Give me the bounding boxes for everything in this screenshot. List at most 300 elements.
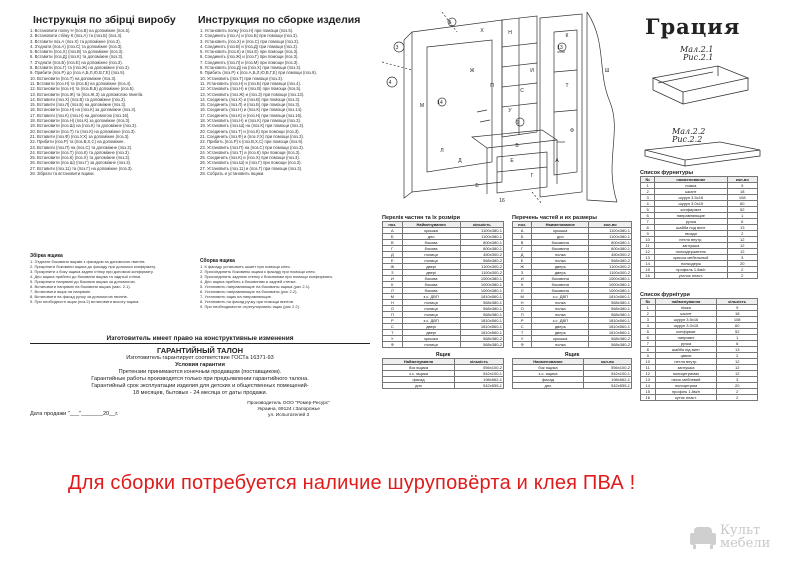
parts-list-ua [382,215,504,389]
table-cell: гачок меблевий [655,377,717,383]
step-item-ua: 19. Встановити (поз.Ш) на (поз.К) та допоміжне (поз.3). [30,123,138,129]
table-cell: полка [532,258,589,264]
sale-date-label: Дата продажи "___"_______20__г. [30,411,119,417]
table-cell: 1100х300-2 [460,264,503,270]
diagram-label: 9 [516,120,520,126]
step-item-ua: 13. Встановити (поз.Ж) та (поз.Ж,З) за допомогою гвинтів. [30,91,144,97]
parts-title-ua: Перелік частин та їх розміри [382,215,460,221]
table-cell: боковина [532,288,589,294]
step-item-ua: 9. Прибити (поз.Р) до (поз.А,Б,Л,Ю,В,Г,Е) (поз.9). [30,70,126,76]
table-cell: з.с. ДВП [532,318,589,324]
table-cell: 4 [641,323,656,329]
table-cell: 10 [641,359,656,365]
table-cell: 1810х560-1 [460,330,503,336]
table-cell: направляющие [655,213,727,219]
table-cell: дно [513,383,584,389]
table-cell: Г [383,246,403,252]
table-cell: шайба під винт [655,347,717,353]
table-cell: Ж [513,264,532,270]
diagram-label: П [490,83,494,89]
table-cell: Ф [383,342,403,348]
table-cell: 1810х560-1 [589,318,632,324]
table-cell: 1 [727,213,757,219]
step-item-ru: 4. Соединить (поз.В) и (поз.Д) при помощи (поз.3). [200,43,299,49]
table-cell: В [383,240,403,246]
table-cell: 18 [727,189,757,195]
step-item-ua: 3. Вставити поз.А (поз.Х) та допоміжне (поз.3). [30,38,121,44]
table-cell: 11 [641,365,656,371]
table-cell: 6 [641,335,656,341]
table-cell: 12 [727,249,757,255]
step-item-ua: 23. Вставити (поз.П) на (поз.С) та допоміжне (поз.3). [30,144,133,150]
fig1-caption-ua: Мал.2.1 [680,45,714,54]
table-cell: 14 [641,261,655,267]
header-ru: Инструкция по сборке изделия [198,14,361,26]
brand-title: Грация [645,14,741,39]
table-cell: полкодержатель [655,249,727,255]
assembly-diagram [382,12,634,207]
table-cell: 198х562-1 [455,377,504,383]
table-cell: боковина [532,240,589,246]
table-cell: 9 [717,305,758,311]
table-cell: 12 [727,237,757,243]
table-cell: профиль 1.8м/п [655,267,727,273]
step-item-ua: 27. Вставити (поз.11) та (поз.Г) на допоміжне (поз.3). [30,165,133,171]
table-header-cell: кол-во [727,177,757,183]
table-cell: полицетрим [655,383,717,389]
table-cell: 60 [717,323,758,329]
table-cell: напрямні [655,335,717,341]
table-cell: 3 [717,377,758,383]
table-cell: полкодерж [655,261,727,267]
table-header-cell: поз. [383,222,403,228]
diagram-label: 13 [557,45,563,51]
step-item-ru: 16. Соединить (поз.Н) и (поз.К) при помощи (поз.14). [200,107,303,113]
table-header-cell: Найменування [402,222,460,228]
table-cell: 7 [641,219,655,225]
table-cell: 800х380-1 [460,246,503,252]
diagram-label: Л [440,148,444,154]
table-cell: 568х380-1 [589,300,632,306]
table-cell: 1100х300-2 [589,264,632,270]
table-cell: дверь [532,330,589,336]
table-cell: 12 [717,365,758,371]
step-item-ru: 19. Установить (поз.Ш) на (поз.К) при помощи (поз.3). [200,123,305,129]
diagram-label: Н [508,30,512,36]
step-item-ru: 12. Установить (поз.Н) и (поз.В) при помощи (поз.5). [200,86,302,92]
diagram-label: С [520,88,524,94]
drawer-assembly-ua [30,253,190,304]
table-cell: М [383,294,403,300]
step-item-ru: 13. Установить (поз.Ж) и (поз.З) при помощи (поз.13). [200,91,305,97]
drawer-lines-ua [30,259,190,304]
table-cell: И [513,276,532,282]
table-cell: петля внутр. [655,237,727,243]
table-cell: 542х555-1 [583,383,631,389]
drawer-step-ua: 2. Прикріпити боковини ящика до фасаду при допомозі конфірмату. [30,264,156,269]
table-cell: двері [402,324,460,330]
table-cell: 1810х560-1 [589,294,632,300]
step-item-ru: 25. Соединить (поз.К) и (поз.Х) при помощи (поз.3). [200,155,300,161]
table-cell: 1810х560-1 [589,324,632,330]
box-title-ua: Ящик [435,352,451,358]
diagram-label: И [530,68,534,74]
table-cell: 1810х560-1 [460,318,503,324]
table-cell: 13 [641,377,656,383]
table-cell: Т [383,330,403,336]
table-cell: Д [513,252,532,258]
table-cell: з.с. ящика [513,371,584,377]
table-cell: 9 [641,353,656,359]
step-item-ru: 21. Соединить (поз.Ф) и (поз.У,Х) при помощи (поз.3). [200,133,304,139]
table-cell: 542х555-1 [455,383,504,389]
table-cell: З [383,270,403,276]
table-cell: 1 [641,305,656,311]
gost-line: Изготовитель гарантирует соответствие ГОСТа 16371-93 [126,355,274,361]
table-header-cell: кол-во [589,222,632,228]
table-cell: 12 [641,249,655,255]
table-cell: Б [513,234,532,240]
drawer-step-ua: 1. З'єднати боковини ящиків з фасадом за допомогою гвинтів. [30,259,146,264]
table-cell: Р [383,318,403,324]
drawer-step-ua: 6. Встановити напрямні на боковини ящика (мал. 2.1). [30,284,131,289]
table-cell: 1100х380-1 [589,234,632,240]
table-cell: 2 [717,353,758,359]
header-ua: Інструкція по збірці виробу [33,14,176,26]
table-cell: 2 [727,273,757,279]
guarantee-line: Гарантийный срок эксплуатации изделия для детских и общественных помещений- [91,383,309,389]
table-cell: 1000х380-1 [460,288,503,294]
table-cell: петля внутр. [655,359,717,365]
table-cell: 12 [717,371,758,377]
parts-table-ru [512,221,632,348]
table-cell: 1000х380-1 [460,282,503,288]
table-cell: 4 [641,201,655,207]
diagram-label: Д [458,158,462,164]
drawer-assembly-ru [200,258,370,309]
diagram-label: 5 [448,20,452,26]
table-cell: профіль 1.8м/п [655,389,717,395]
table-cell: 1000х380-1 [589,282,632,288]
table-cell: 1 [717,335,758,341]
table-header-cell: кількість [460,222,503,228]
drawer-step-ru: 1. К фасаду установить шкант при помощи клея. [200,264,291,269]
diagram-label: Ш [604,68,610,74]
diagram-label: Ж [469,68,475,74]
step-item-ru: 17. Соединить (поз.К) и (поз.Н) при помощи (поз.16). [200,112,303,118]
table-cell: дверь [532,324,589,330]
table-cell: заглушка [655,365,717,371]
table-cell: 2 [717,389,758,395]
table-cell: шуруп 3.0х15 [655,323,717,329]
table-cell: з.с. ящика [383,371,455,377]
table-cell: полка [532,342,589,348]
table-cell: К [383,282,403,288]
table-cell: 800х380-1 [460,240,503,246]
table-cell: З [513,270,532,276]
table-cell: ножка [655,183,727,189]
table-cell: 13 [641,255,655,261]
table-cell: 1810х560-1 [460,294,503,300]
drawer-title-ua: Збірка ящика [30,253,63,259]
table-cell: ніжка [655,305,717,311]
parts-title-ru: Перечень частей и их размеры [512,215,597,221]
table-cell: 9 [727,183,757,189]
table-cell: полиця [402,342,460,348]
table-header-cell: кол-во [583,359,631,365]
table-cell: 1100х380-1 [589,228,632,234]
table-row [383,342,504,348]
table-cell: крышка [532,228,589,234]
armchair-icon [690,525,716,549]
table-cell: двері [402,270,460,276]
drawer-step-ru: 4. Дно ящика прибить к боковинам и задней стенке. [200,279,297,284]
step-item-ua: 21. Вставити (поз.Ф) (поз.У,Х) за допоміжне (поз.3). [30,133,130,139]
step-item-ru: 28. Собрать и установить ящики. [200,171,265,177]
diagram-label: Б [475,183,479,189]
table-row [641,273,758,279]
table-cell: 568х380-1 [460,300,503,306]
drawer-step-ru: 5. Установить направляющие на боковины ящика (рис 2.1). [200,284,311,289]
diagram-label: Т [565,83,569,89]
table-cell: 450х300-2 [589,252,632,258]
hardware-list-ru [640,170,758,279]
table-cell: 6 [641,213,655,219]
table-cell: полиця [402,258,460,264]
step-item-ru: 24. Установить (поз.Т) и (поз.К) при помощи (поз.3). [200,149,301,155]
table-header-cell: найменування [655,299,717,305]
table-cell: 52 [717,329,758,335]
producer-line: ул. Испытателей 3 [268,413,310,418]
producer-line: Украина, 69124 г.Запорожье [257,407,320,412]
step-item-ua: 26. Встановити (поз.Ш) (поз.Г) за допоміжне (поз.3). [30,160,132,166]
table-cell: боковина [532,246,589,252]
table-cell: крючок мебельный [655,255,727,261]
table-cell: 20 [717,383,758,389]
table-cell: фасад [513,377,584,383]
table-cell: Н [383,300,403,306]
table-cell: О [383,306,403,312]
step-item-ru: 22. Прибить (поз.Р) к (поз.В,Х,С) при помощи (поз.9). [200,139,304,145]
steps-ru-list [200,28,360,176]
step-item-ru: 2. Соединить (поз.А) и (поз.Б) при помощи (поз.3). [200,33,298,39]
table-cell: полка [532,306,589,312]
diagram-label: 3 [395,45,399,51]
table-cell: 108 [717,317,758,323]
guarantee-title: ГАРАНТИЙНЫЙ ТАЛОН [156,346,244,355]
table-cell: 450х300-2 [460,252,503,258]
table-cell: 15 [641,267,655,273]
table-cell: двері [402,264,460,270]
table-cell: Л [383,288,403,294]
table-header-cell: поз. [513,222,532,228]
table-cell: 12 [641,371,656,377]
table-cell: конфірмат [655,329,717,335]
table-cell: Н [513,300,532,306]
table-cell: 60 [727,201,757,207]
producer-line: Производитель ООО "Ромер-Ресурс" [247,401,330,406]
step-item-ua: 16. Встановити (поз.Н) на (поз.К) за допоміжне (поз.3). [30,107,137,113]
table-cell: кришка [402,336,460,342]
table-cell: 568х380-2 [460,258,503,264]
drawer-step-ru: 8. Установить на фасад ручку при помощи винтов. [200,299,295,304]
hardware-table-ru [640,176,758,279]
drawer-lines-ru [200,264,370,309]
table-cell: 13 [717,347,758,353]
table-cell: Ж [383,264,403,270]
drawer-title-ru: Сборка ящика [200,258,235,264]
logo-word-1: Культ [720,523,761,538]
step-item-ua: 6. Вставити (поз.Д) (поз.К) та допоміжне (поз.3). [30,54,124,60]
table-cell: 568х380-2 [460,342,503,348]
step-item-ua: 11. Вставити (поз.Н) та (поз.Б) на допоміжне (поз.4). [30,80,132,86]
table-cell: А [383,228,403,234]
table-cell: бок ящика [513,365,584,371]
table-cell: И [383,276,403,282]
table-cell: 14 [641,383,656,389]
table-cell: 568х380-1 [589,312,632,318]
step-item-ua: 10. Встановити (поз.Т) на допоміжне (поз.3). [30,75,117,81]
table-row [641,395,758,401]
guarantee-text [30,369,370,397]
table-cell: шкант [655,189,727,195]
drawer-step-ua: 4. Дно ящика прибити до боковини ящика та задньої стінки. [30,274,142,279]
table-cell: П [383,312,403,318]
step-item-ua: 15. Вставити (поз.Л) (поз.Б) на допоміжне (поз.3). [30,102,127,108]
table-cell: 8 [641,225,655,231]
table-cell: 13 [727,225,757,231]
step-item-ru: 18. Установить (поз.Н) и (поз.К) при помощи (поз.3). [200,118,302,124]
table-cell: 1100х380-1 [460,228,503,234]
table-cell: двері [402,330,460,336]
table-cell: шуруп 3.0х15 [655,201,727,207]
table-cell: крышка [532,336,589,342]
table-row [513,383,632,389]
table-cell: дно [402,234,460,240]
table-cell: заглушка [655,243,727,249]
table-cell: Б [383,234,403,240]
table-cell: Г [513,246,532,252]
table-cell: 5 [641,329,656,335]
step-item-ua: 20. Встановити (поз.Т) та (поз.К) на допоміжне (поз.3). [30,128,136,134]
diagram-label: У [508,108,512,114]
table-cell: кришка [402,228,460,234]
table-cell: дно [383,383,455,389]
drawer-step-ua: 9. При необхідності ящик (поз.2) встановити висоту ящика. [30,299,140,304]
table-cell: 1000х380-1 [460,276,503,282]
logo-word-2: мебели [720,536,771,551]
table-cell: конфирмат [655,207,727,213]
table-cell: У [383,336,403,342]
table-cell: полка [532,312,589,318]
diagram-label: Х [480,28,484,34]
table-header-cell: № [641,177,655,183]
warning-banner: Для сборки потребуется наличие шуруповёрта и клея ПВА ! [68,472,636,494]
table-cell: Л [513,288,532,294]
table-cell: полка [532,252,589,258]
diagram-label: А [555,158,559,164]
parts-table-ua [382,221,504,348]
step-item-ru: 27. Установить (поз.11) и (поз.Г) при помощи (поз.3). [200,165,303,171]
guarantee-line: Гарантийные работы производятся только при предъявлении гарантийного талона. [91,376,309,382]
step-item-ru: 1. Установить полку (поз.Н) при помощи (поз.5). [200,28,294,33]
table-cell: 5 [641,207,655,213]
drawer-step-ua: 3. Прикріпити з боку ящика задню стінку при допомозі конфірмату. [30,269,154,274]
table-cell: боковина [532,282,589,288]
table-cell: уголок пласт. [655,273,727,279]
hardware-table-ua [640,298,758,401]
table-cell: 800х380-1 [589,240,632,246]
table-cell: бок ящика [383,365,455,371]
drawer-step-ua: 5. Прикріпити напрямні до боковин ящика за допомогою. [30,279,136,284]
table-cell: бокова [402,246,460,252]
table-cell: Е [383,258,403,264]
table-cell: полиця [402,306,460,312]
table-cell: 108 [727,195,757,201]
table-cell: дверь [532,270,589,276]
guarantee-line: 18 месяцев, бытовых - 24 месяца от даты продажи. [132,390,268,396]
table-cell: з.с. ДВП [402,294,460,300]
step-item-ru: 15. Соединить (поз.Л) и (поз.Б) при помощи (поз.3). [200,102,301,108]
table-cell: 2 [641,189,655,195]
table-cell: фасад [383,377,455,383]
table-cell: 542х100-1 [455,371,504,377]
table-cell: дверь [532,264,589,270]
step-item-ru: 20. Соединить (поз.Т) и (поз.К) при помощи (поз.3). [200,128,300,134]
table-cell: кутик пласт. [655,395,717,401]
step-item-ru: 10. Установить (поз.Т) при помощи (поз.3). [200,75,284,81]
diagram-label: Г [530,173,534,179]
table-cell: полиця [402,312,460,318]
table-cell: О [513,306,532,312]
step-item-ua: 2. Встановити стійку К (поз.А) та (поз.Б) (поз.3). [30,33,123,39]
drawer-step-ru: 6. Установить направляющие на боковины (рис 2.2). [200,289,298,294]
table-cell: 12 [717,359,758,365]
table-cell: 556х100-2 [455,365,504,371]
table-cell: полка [532,300,589,306]
table-header-cell: наименование [655,177,727,183]
fig2-caption-ua: Мал.2.2 [672,127,706,136]
drawer-figure-1 [648,58,758,113]
drawer-step-ru: 3. Присоединить заднюю стенку к боковинам при помощи конфирмата. [200,274,333,279]
table-cell: 1100х300-2 [589,270,632,276]
table-cell: 568х380-1 [460,312,503,318]
table-cell: 12 [727,243,757,249]
table-cell: 9 [641,231,655,237]
table-cell: 1000х380-1 [589,276,632,282]
step-item-ua: 4. З'єднати (поз.А) (поз.С) та допоміжне (поз.3). [30,43,123,49]
logo [690,524,770,550]
table-cell: 10 [641,237,655,243]
table-cell: У [513,336,532,342]
table-cell: 3 [641,317,656,323]
table-cell: бокова [402,240,460,246]
table-cell: 1810х560-1 [589,330,632,336]
table-cell: ручка [655,219,727,225]
table-cell: 3 [727,255,757,261]
table-cell: 52 [727,207,757,213]
drawer-figure-2 [640,140,765,170]
table-header-cell: Найменування [383,359,455,365]
table-cell: Т [513,330,532,336]
table-cell: 15 [641,389,656,395]
table-cell: бокова [402,276,460,282]
diagram-label: М [419,103,425,109]
table-cell: К [513,282,532,288]
step-item-ua: 12. Встановити (поз.Н) та (поз.В,Б) допоміжне (поз.5). [30,86,135,92]
table-cell: 8 [641,347,656,353]
step-item-ru: 6. Соединить (поз.Ж) и (поз.Г) при помощи (поз.3). [200,54,299,60]
